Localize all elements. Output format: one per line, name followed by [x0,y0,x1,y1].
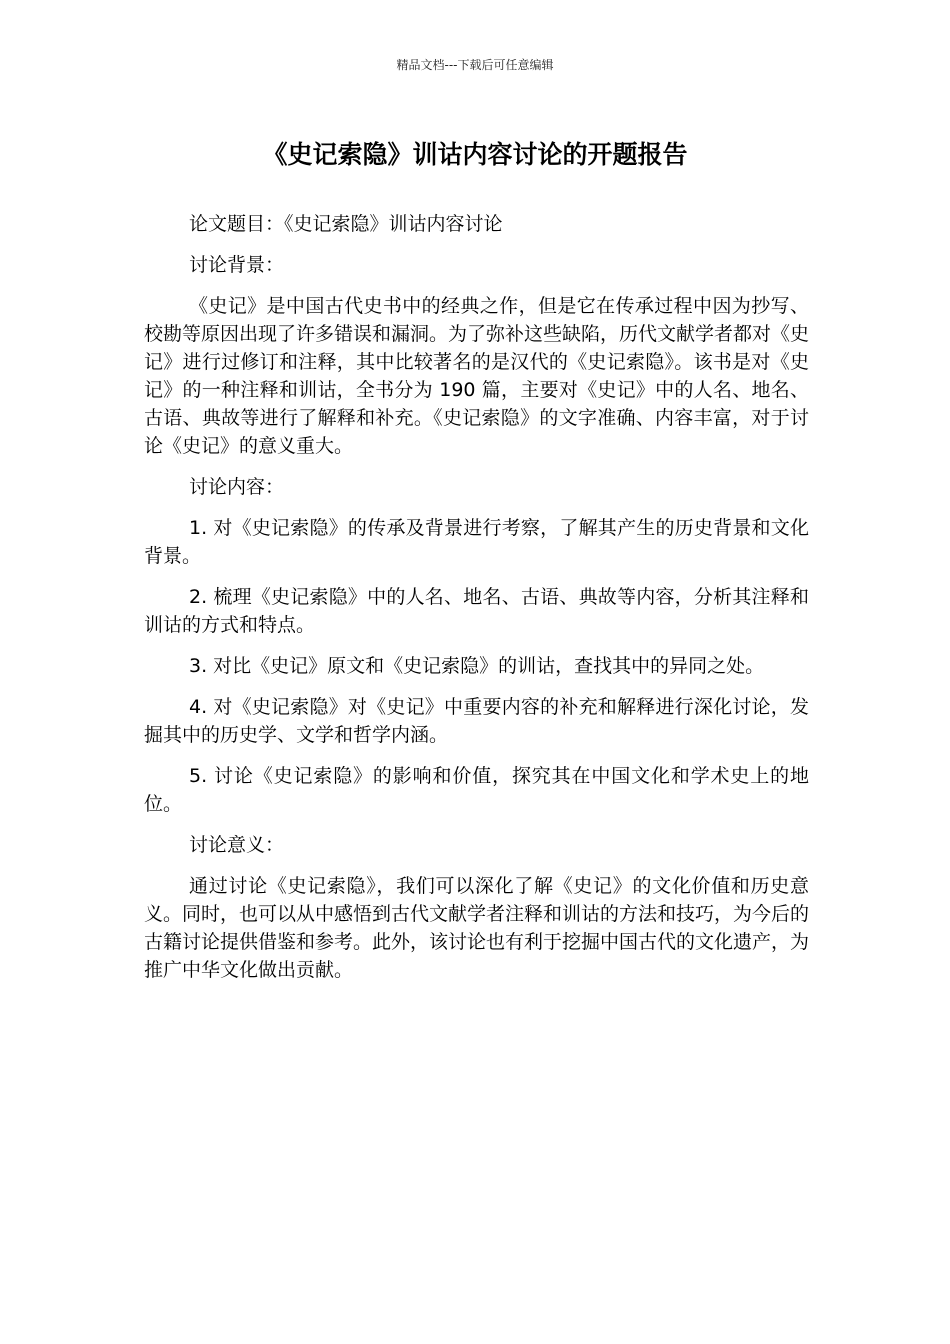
background-heading: 讨论背景： [189,254,285,276]
page-header: 精品文档---下载后可任意编辑 [396,58,554,72]
content-heading: 讨论内容： [189,476,285,498]
content-item-1: 1. 对《史记索隐》的传承及背景进行考察，了解其产生的历史背景和文化背景。 [144,517,809,567]
background-paragraph: 《史记》是中国古代史书中的经典之作，但是它在传承过程中因为抄写、校勘等原因出现了许多错误和漏洞。为了弥补这些缺陷，历代文献学者都对《史记》进行过修订和注释，其中比较著名的是汉代的《史记索隐》。该书是对《史记》的一种注释和训诂，全书分为 190 篇，主要对《史记》中的人名、地名、古语、典故等进行了解释和补充。《史记索隐》的文字准确、内容丰富，对于讨论《史记》的意义重大。 [144,295,810,457]
content-item-2: 2. 梳理《史记索隐》中的人名、地名、古语、典故等内容，分析其注释和训诂的方式和特点。 [144,586,809,636]
content-item-3: 3. 对比《史记》原文和《史记索隐》的训诂，查找其中的异同之处。 [189,655,765,677]
content-item-5: 5. 讨论《史记索隐》的影响和价值，探究其在中国文化和学术史上的地位。 [144,765,809,815]
content-item-4: 4. 对《史记索隐》对《史记》中重要内容的补充和解释进行深化讨论，发掘其中的历史学、文学和哲学内涵。 [144,696,809,746]
significance-paragraph: 通过讨论《史记索隐》，我们可以深化了解《史记》的文化价值和历史意义。同时，也可以从中感悟到古代文献学者注释和训诂的方法和技巧，为今后的古籍讨论提供借鉴和参考。此外，该讨论也有利于挖掘中国古代的文化遗产，为推广中华文化做出贡献。 [144,875,810,981]
document-body [144,210,809,997]
significance-heading: 讨论意义： [189,834,285,856]
document-title: 《史记索隐》训诂内容讨论的开题报告 [262,140,688,169]
topic-line: 论文题目：《史记索隐》训诂内容讨论 [189,213,503,235]
